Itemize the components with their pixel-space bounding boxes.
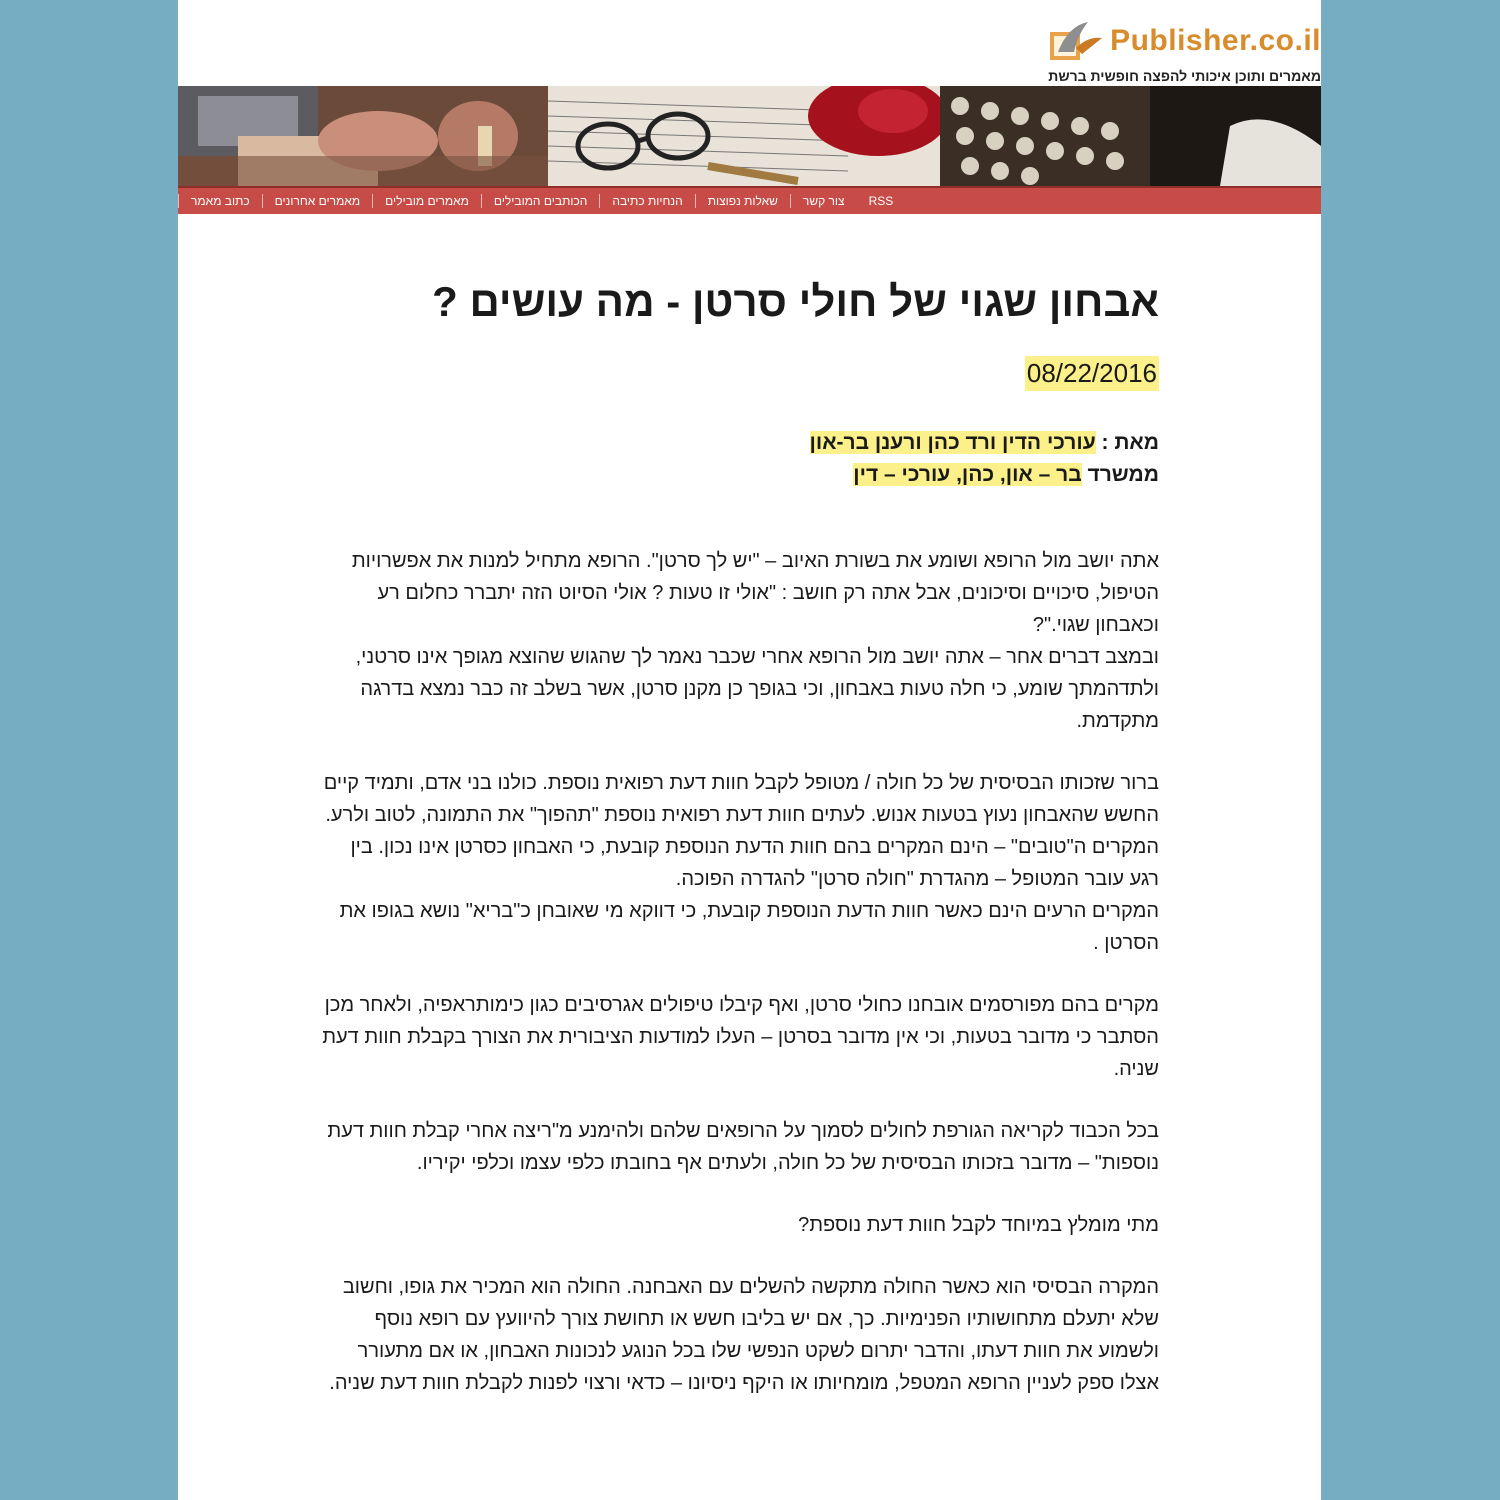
nav-top-writers[interactable]: הכותבים המובילים [481,194,599,208]
article-byline [319,427,1159,491]
nav-top-articles[interactable]: מאמרים מובילים [372,194,481,208]
banner-writing-hands-photo [178,86,548,186]
author-line [319,427,1159,459]
article-title: אבחון שגוי של חולי סרטן - מה עושים ? [432,278,1159,325]
firm-line [319,459,1159,491]
paragraph-line: מקרים בהם מפורסמים אובחנו כחולי סרטן, ואף קיבלו טיפולים אגרסיבים כגון כימותראפיה, ולאחר מכן הסתבר כי מדובר בטעות, וכי אין מדובר בסרטן – העלו למודעות הציבורית את הצורך בקבלת חוות דעת שניה. [322,994,1159,1080]
banner-glasses-letter-photo [548,86,940,186]
paragraph-line: המקרים הרעים הינם כאשר חוות הדעת הנוספת קובעת, כי דווקא מי שאובחן כ"בריא" נושא בגופו את הסרטן . [339,900,1159,954]
paragraph-line: המקרים ה"טובים" – הינם המקרים בהם חוות הדעת הנוספת קובעת, כי האבחון כסרטן אינו נכון. בין רגע עובר המטופל – מהגדרת "חולה סרטן" להגדרה הפוכה. [350,836,1159,890]
article-date: 08/22/2016 [1025,356,1159,391]
article-content [319,270,1159,1429]
article-paragraph [319,989,1159,1085]
article-paragraph [319,545,1159,737]
site-logo[interactable] [1048,16,1321,66]
logo-text: Publisher.co.il [1110,24,1321,57]
nav-write-article[interactable]: כתוב מאמר [178,194,262,208]
site-tagline: מאמרים ותוכן איכותי להפצה חופשית ברשת [1048,68,1321,84]
article-page [178,0,1321,1500]
firm-name: בר – און, כהן, עורכי – דין [853,463,1082,486]
author-name: עורכי הדין ורד כהן ורענן בר-און [809,431,1096,454]
banner-typewriter-photo [940,86,1321,186]
nav-writing-guidelines[interactable]: הנחיות כתיבה [599,194,694,208]
header-banner [178,86,1321,186]
author-prefix: מאת : [1095,431,1159,454]
firm-prefix: ממשרד [1081,463,1159,486]
article-subheading [319,1209,1159,1241]
paragraph-line: בכל הכבוד לקריאה הגורפת לחולים לסמוך על הרופאים שלהם ולהימנע מ"ריצה אחרי קבלת חוות דעת נוספות" – מדובר בזכותו הבסיסית של כל חולה, ולעתים אף בחובתו כלפי עצמו וכלפי יקיריו. [327,1120,1159,1174]
paragraph-line: מתי מומלץ במיוחד לקבל חוות דעת נוספת? [798,1214,1159,1236]
article-paragraph [319,767,1159,959]
paragraph-line: אתה יושב מול הרופא ושומע את בשורת האיוב – "יש לך סרטן". הרופא מתחיל למנות את אפשרויות הטיפול, סיכויים וסיכונים, אבל אתה רק חושב : "אולי זו טעות ? אולי הסיוט הזה יתברר כחלום רע וכאבחון שגוי."? [351,550,1159,636]
article-paragraph [319,1115,1159,1179]
nav-latest-articles[interactable]: מאמרים אחרונים [262,194,372,208]
article-paragraph [319,1271,1159,1399]
nav-faq[interactable]: שאלות נפוצות [695,194,790,208]
nav-rss[interactable]: RSS [868,194,894,208]
paragraph-line: ברור שזכותו הבסיסית של כל חולה / מטופל לקבל חוות דעת רפואית נוספת. כולנו בני אדם, ותמיד קיים החשש שהאבחון נעוץ בטעות אנוש. לעתים חוות דעת רפואית נוספת "תהפוך" את התמונה, לטוב ולרע. [323,772,1159,826]
paragraph-line: ובמצב דברים אחר – אתה יושב מול הרופא אחרי שכבר נאמר לך שהגוש שהוצא מגופך אינו סרטני, ולתדהמתך שומע, כי חלה טעות באבחון, וכי בגופך כן מקנן סרטן, אשר בשלב זה כבר נמצא בדרגה מתקדמת. [355,646,1159,732]
nav-contact[interactable]: צור קשר [790,194,857,208]
paragraph-line: המקרה הבסיסי הוא כאשר החולה מתקשה להשלים עם האבחנה. החולה הוא המכיר את גופו, וחשוב שלא יתעלם מתחושותיו הפנימיות. כך, אם יש בליבו חשש או תחושת צורך להיוועץ עם רופא נוסף ולשמוע את חוות דעתו, והדבר יתרום לשקט הנפשי שלו בכל הנוגע לנכונות האבחון, או אם מתעורר אצלו ספק לעניין הרופא המטפל, מומחיותו או היקף ניסיונו – כדאי ורצוי לפנות לקבלת חוות דעת שניה. [329,1276,1159,1394]
logo-emblem-icon [1048,18,1106,64]
main-navigation [178,186,1321,214]
